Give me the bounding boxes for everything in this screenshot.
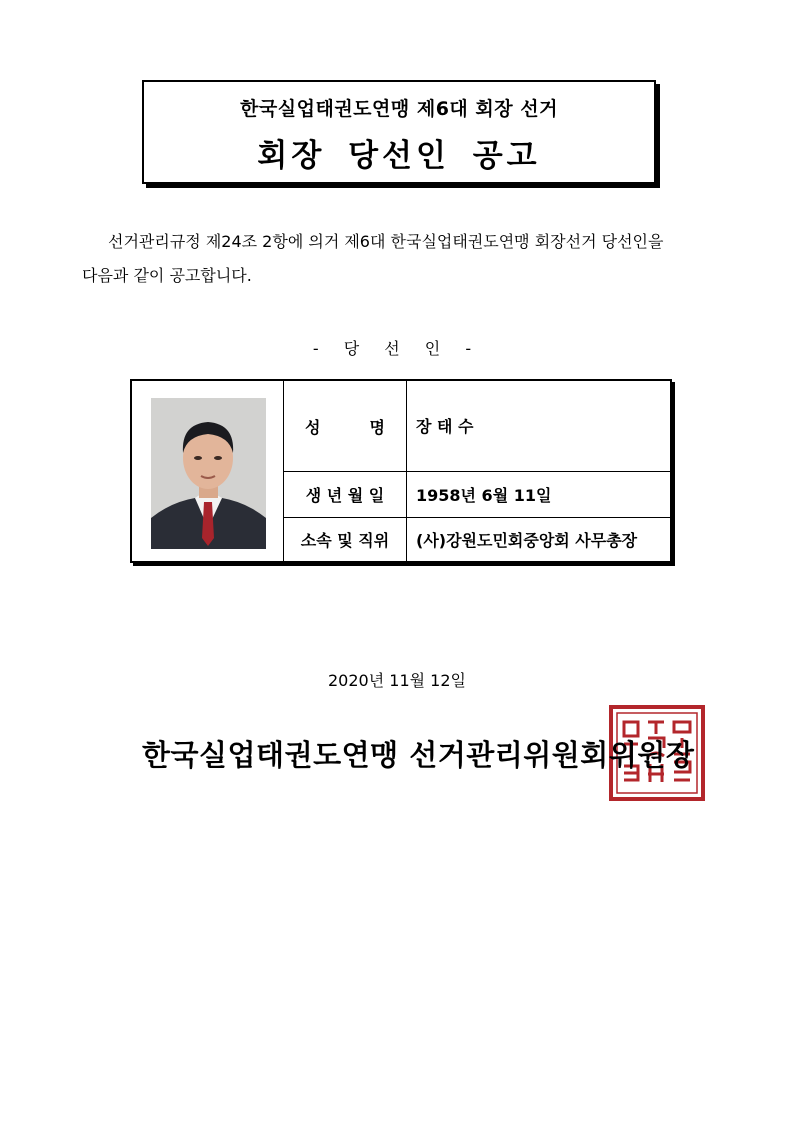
affiliation-label: 소속 및 직위 (284, 518, 407, 561)
body-line-1: 선거관리규정 제24조 2항에 의거 제6대 한국실업태권도연맹 회장선거 당선인을 (108, 232, 664, 251)
body-line-2: 다음과 같이 공고합니다. (82, 266, 252, 285)
name-row (284, 381, 670, 472)
title-box (142, 80, 656, 184)
winner-info-table (130, 379, 672, 563)
affiliation-row (284, 518, 670, 561)
announcement-date: 2020년 11월 12일 (328, 671, 466, 690)
photo-cell (132, 381, 284, 561)
portrait-photo-icon (151, 398, 266, 549)
birth-value: 1958년 6월 11일 (416, 486, 552, 505)
name-value: 장 태 수 (416, 417, 474, 436)
birth-row (284, 472, 670, 518)
birth-label: 생 년 월 일 (284, 472, 407, 517)
affiliation-value: (사)강원도민회중앙회 사무총장 (416, 531, 638, 550)
election-title: 한국실업태권도연맹 제6대 회장 선거 (240, 98, 558, 120)
notice-title: 회장 당선인 공고 (257, 138, 541, 174)
signature-line: 한국실업태권도연맹 선거관리위원회위원장 (142, 738, 695, 772)
name-label: 성 명 (284, 381, 407, 471)
winner-heading: - 당 선 인 - (312, 339, 482, 358)
